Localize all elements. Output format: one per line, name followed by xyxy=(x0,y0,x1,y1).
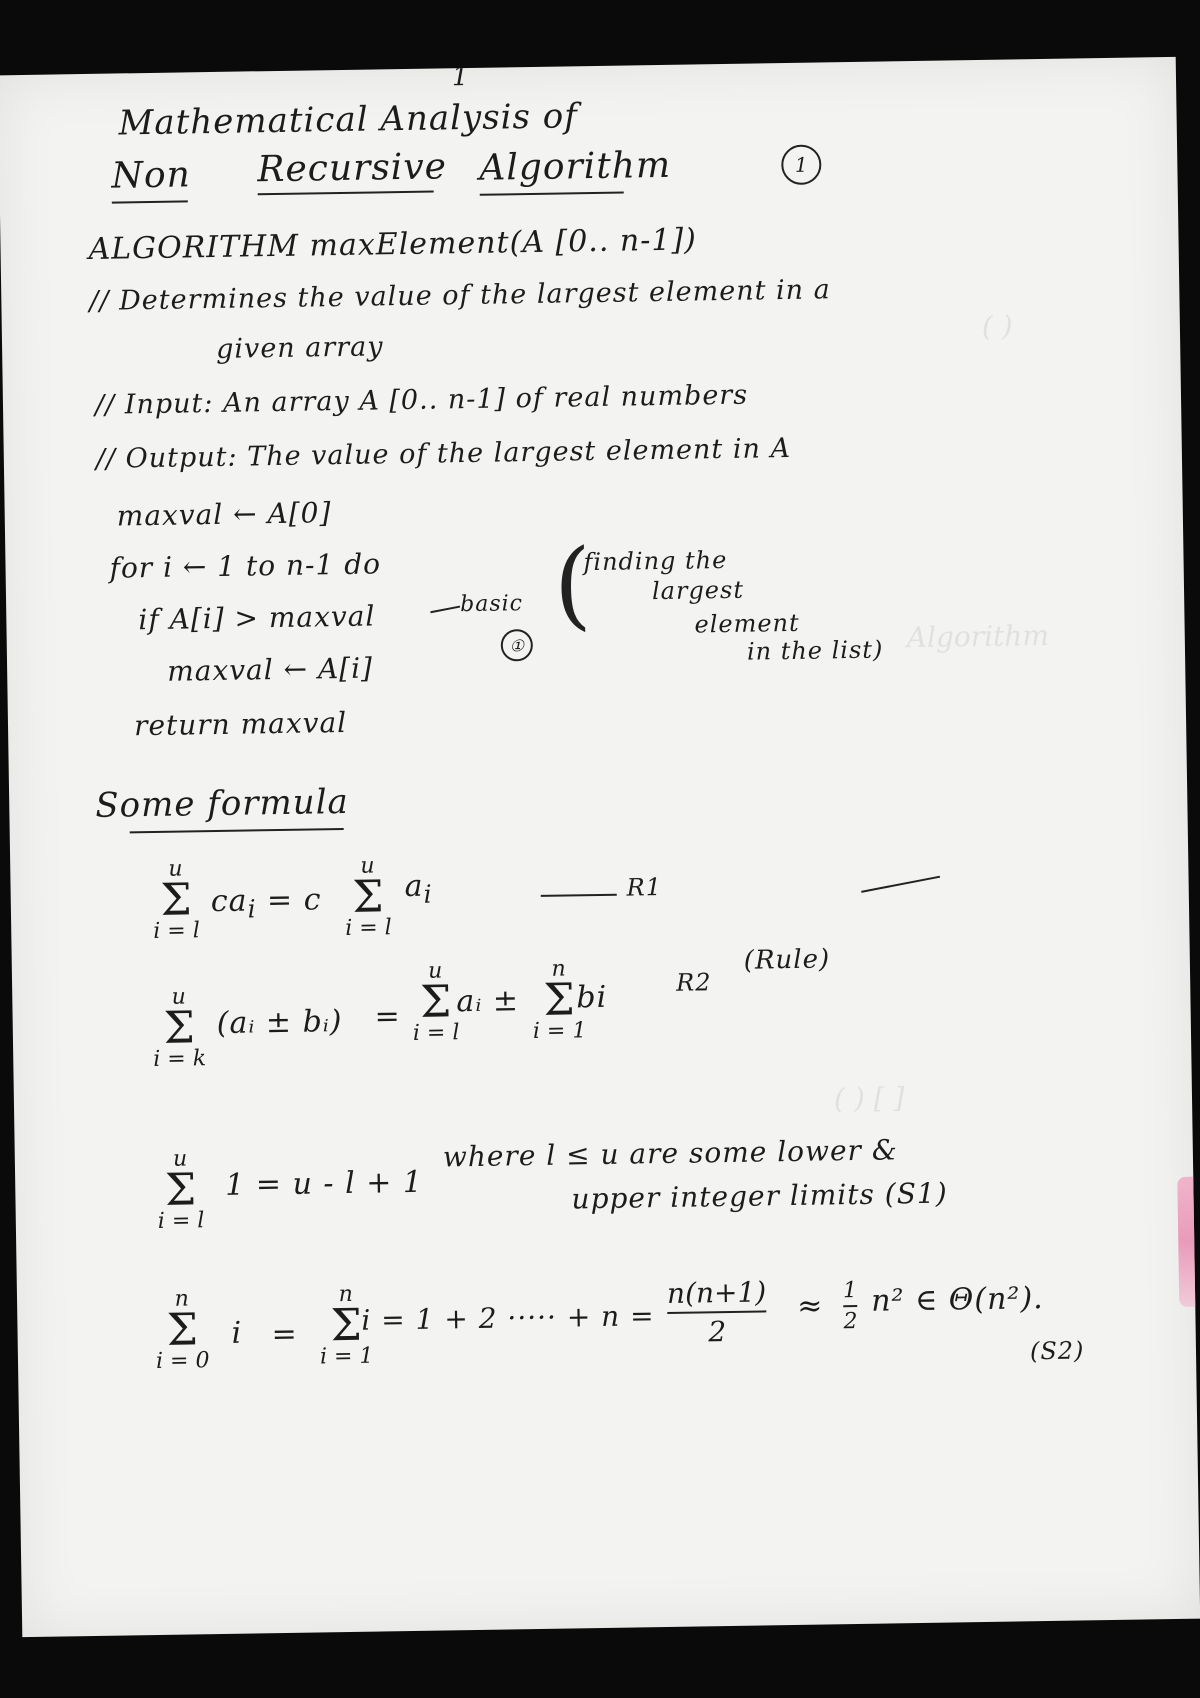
formula-s2-fraction xyxy=(667,1275,767,1349)
basic-circled-mark: ① xyxy=(501,629,533,661)
formula-r1-rhs xyxy=(404,869,433,909)
title-line-1: Mathematical Analysis of xyxy=(118,96,579,144)
summation-sigma-icon: Σ xyxy=(163,1002,196,1054)
formula-s2-eq: = xyxy=(271,1316,299,1353)
summation-upper: u xyxy=(172,1146,188,1172)
basic-pointer-line xyxy=(430,606,460,614)
summation-r1 xyxy=(152,858,200,943)
summation-sigma-icon: Σ xyxy=(419,976,452,1028)
bleed-through-mark: Algorithm xyxy=(906,618,1050,655)
pink-edge-mark xyxy=(1177,1177,1200,1307)
algorithm-comment-cont: given array xyxy=(215,331,384,365)
annotation-paren: ( xyxy=(552,528,593,641)
algorithm-comment: // Determines the value of the largest element in a xyxy=(89,274,831,317)
formula-r2-mid: aᵢ ± xyxy=(456,983,520,1020)
fraction-bar xyxy=(843,1305,857,1307)
formula-r2-lhs: (aᵢ ± bᵢ) xyxy=(216,1004,343,1042)
summation-upper: u xyxy=(427,958,443,984)
summation-upper: n xyxy=(174,1286,190,1312)
summation-lower: i = 1 xyxy=(532,1018,587,1045)
notebook-page xyxy=(0,57,1200,1637)
summation-lower: i = l xyxy=(153,918,200,945)
annotation-line: largest xyxy=(651,575,745,606)
formula-r1-label: R1 xyxy=(626,873,663,902)
summation-upper: u xyxy=(168,856,183,882)
formula-r2-eq: = xyxy=(374,999,402,1035)
formula-s2-tail: n² ∈ Θ(n²). xyxy=(870,1281,1044,1319)
page-number: 1 xyxy=(451,61,470,93)
formula-heading-underline xyxy=(130,828,344,833)
summation-sigma-icon: Σ xyxy=(166,1304,199,1356)
title-word-algorithm: Algorithm xyxy=(479,144,672,189)
formula-s2-label: (S2) xyxy=(1029,1336,1085,1366)
title-underline xyxy=(112,200,188,203)
summation-upper: u xyxy=(360,853,375,879)
summation-lower: i = l xyxy=(157,1208,205,1234)
fraction-bar xyxy=(667,1310,766,1314)
summation-lower: i = 1 xyxy=(319,1343,374,1370)
formula-s1-text: where l ≤ u are some lower & xyxy=(442,1133,898,1174)
title-underline xyxy=(258,191,434,196)
formula-s2-half xyxy=(843,1278,858,1334)
algorithm-input: // Input: An array A [0.. n-1] of real numbers xyxy=(94,379,749,421)
fraction-denominator: 2 xyxy=(708,1315,727,1349)
corner-circled-mark: 1 xyxy=(781,144,822,185)
formula-s1-body: 1 = u - l + 1 xyxy=(224,1164,424,1203)
summation-sigma-icon: Σ xyxy=(352,871,384,923)
basic-operation-label: basic xyxy=(459,591,524,618)
formula-s2-expansion: i = 1 + 2 ····· + n = xyxy=(361,1299,655,1337)
formula-r1-sub: i xyxy=(423,879,433,909)
bleed-through-mark: ( ) [ ] xyxy=(833,1081,905,1116)
code-line: maxval ← A[i] xyxy=(166,651,374,688)
formula-r2-rule: (Rule) xyxy=(743,944,831,976)
stray-pen-mark xyxy=(861,876,940,893)
bleed-through-mark: ( ) xyxy=(981,309,1013,343)
title-underline xyxy=(480,192,624,196)
summation-upper: n xyxy=(551,956,566,982)
summation-s1 xyxy=(157,1148,205,1233)
annotation-line: in the list) xyxy=(746,635,884,666)
title-word-recursive: Recursive xyxy=(256,146,448,191)
code-line: for i ← 1 to n-1 do xyxy=(109,547,382,585)
fraction-denominator: 2 xyxy=(843,1309,858,1335)
summation-r2-mid xyxy=(412,960,460,1045)
code-line: return maxval xyxy=(133,705,348,743)
summation-upper: u xyxy=(171,984,186,1010)
summation-sigma-icon: Σ xyxy=(543,974,576,1026)
code-line: if A[i] > maxval xyxy=(138,599,376,637)
summation-sigma-icon: Σ xyxy=(164,1164,197,1216)
summation-r2 xyxy=(152,986,206,1071)
formula-r1-eq: = c xyxy=(256,882,322,919)
annotation-line: element xyxy=(694,608,800,639)
summation-upper: n xyxy=(338,1281,354,1308)
formula-s1-text: upper integer limits (S1) xyxy=(571,1176,948,1216)
summation-lower: i = k xyxy=(153,1046,207,1073)
summation-lower: i = 0 xyxy=(155,1348,210,1375)
summation-sigma-icon: Σ xyxy=(160,874,192,926)
annotation-line: finding the xyxy=(583,545,728,577)
summation-lower: i = l xyxy=(412,1020,460,1046)
algorithm-header: ALGORITHM maxElement(A [0.. n-1]) xyxy=(88,222,698,267)
formula-r1-dash xyxy=(541,894,617,897)
formula-r2-label: R2 xyxy=(675,968,712,997)
fraction-numerator: 1 xyxy=(842,1278,858,1304)
formula-r1-lhs xyxy=(211,882,322,924)
summation-r1-rhs xyxy=(344,855,392,940)
formula-r1-sub: i xyxy=(247,894,257,924)
title-word-non: Non xyxy=(111,154,192,197)
fraction-numerator: n(n+1) xyxy=(666,1275,767,1310)
formula-heading: Some formula xyxy=(94,781,350,826)
formula-r2-rhs: bi xyxy=(576,979,608,1016)
code-line: maxval ← A[0] xyxy=(116,496,332,533)
formula-r1-term: a xyxy=(404,868,424,905)
formula-r1-term: ca xyxy=(210,883,248,920)
summation-sigma-icon: Σ xyxy=(330,1299,363,1352)
algorithm-output: // Output: The value of the largest element in A xyxy=(95,432,792,475)
summation-lower: i = l xyxy=(345,915,392,941)
formula-s2-approx: ≈ xyxy=(796,1288,824,1324)
summation-s2 xyxy=(155,1288,210,1373)
formula-s2-body: i xyxy=(231,1315,243,1351)
